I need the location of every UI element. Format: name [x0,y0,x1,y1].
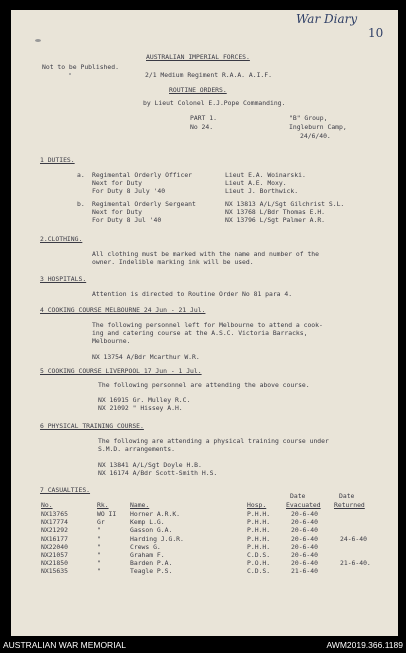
liverpool-course-heading: 5 COOKING COURSE LIVERPOOL 17 Jun - 1 Jul. [40,367,202,375]
cell-name: Barden P.A. [130,559,173,568]
cell-no: NX15635 [41,567,68,576]
cell-rk: " [97,542,101,551]
text-line: Melbourne. [92,337,131,345]
duty-name: Lieut E.A. Woinarski. [225,171,306,179]
cell-name: Harding J.G.R. [130,534,184,543]
cell-hosp: P.H.H. [247,510,271,518]
group-label: "B" Group, [289,114,328,122]
text-line: owner. Indelible marking ink will be used. [92,258,254,266]
part-label: PART 1. [190,114,217,122]
duty-name: NX 13796 L/Sgt Palmer A.R. [225,216,326,224]
routine-orders-heading: ROUTINE ORDERS. [169,86,227,94]
cell-name: Teagle P.S. [130,567,173,576]
cell-rk: " [97,534,101,543]
table-row [11,559,398,567]
war-diary-annotation: War Diary [296,12,358,26]
cell-no: NX16177 [41,534,68,543]
document-page [11,10,398,636]
commanding-line: by Lieut Colonel E.J.Pope Commanding. [143,99,286,107]
duties-b-label: b. [77,200,85,208]
table-row [11,551,398,559]
personnel-line: NX 16174 A/Bdr Scott-Smith H.S. [98,469,218,477]
liverpool-personnel [98,396,190,412]
cell-rk: WO II [97,510,117,518]
camp-label: Ingleburn Camp, [289,123,347,131]
personnel-line: NX 13754 A/Bdr Mcarthur W.R. [92,353,200,361]
table-row [11,518,398,526]
table-row [11,543,398,551]
document-title: AUSTRALIAN IMPERIAL FORCES. [146,53,250,61]
clothing-text [92,250,319,266]
melbourne-course-text [92,321,323,345]
cell-hosp: C.D.S. [247,567,271,576]
cell-ret: 21-6-40. [340,559,371,568]
clothing-heading: 2.CLOTHING. [40,235,83,243]
col-header-hosp: Hosp. [247,501,267,509]
duties-b-names [225,200,344,224]
duties-a-label: a. [77,171,85,179]
cell-name: Horner A.R.K. [130,510,181,518]
table-row [11,567,398,575]
personnel-line: NX 13841 A/L/Sgt Doyle H.B. [98,461,202,469]
cell-no: NX13765 [41,510,68,518]
col-header-date-evac: Date [290,492,306,500]
cell-evac: 20-6-40 [291,551,318,559]
footer-institution: AUSTRALIAN WAR MEMORIAL [3,640,126,650]
duty-role: For Duty 8 July '40 [92,187,166,195]
hospitals-heading-text: 3 HOSPITALS. [40,275,87,283]
table-row [11,510,398,518]
col-header-returned: Returned [334,501,365,509]
duty-role: Regimental Orderly Sergeant [92,200,196,208]
personnel-line: NX 21092 " Hissey A.H. [98,404,183,412]
not-published-note: Not to be Published. [42,63,119,71]
cell-rk: " [97,567,101,576]
text-line: All clothing must be marked with the name and number of the [92,250,320,258]
cell-name: Graham F. [130,551,165,559]
duty-role: Regimental Orderly Officer [92,171,193,179]
table-row [11,535,398,543]
col-header-date-ret: Date [339,492,355,500]
hospitals-text: Attention is directed to Routine Order No 81 para 4. [92,290,293,298]
cell-name: Gasson G.A. [130,526,173,535]
table-header-top [11,492,398,500]
physical-course-text [98,437,329,453]
personnel-line: NX 16915 Gr. Mulley R.C. [98,396,191,404]
liverpool-course-text: The following personnel are attending the above course. [98,381,310,389]
duty-name: Lieut A.E. Moxy. [225,179,287,187]
cell-no: NX21850 [41,559,68,568]
cell-evac: 20-6-40 [291,518,318,527]
duty-name: NX 13813 A/L/Sgt Gilchrist S.L. [225,200,345,208]
cell-rk: " [97,551,101,559]
duties-a-names [225,171,306,195]
duties-b-roles [92,200,196,224]
cell-evac: 20-6-40 [291,559,318,568]
cell-evac: 20-6-40 [291,534,318,543]
order-number: No 24. [190,123,214,131]
duty-role: Next for Duty [92,208,143,216]
hospitals-heading [40,275,86,283]
col-header-evacuated: Evacuated [286,501,321,509]
cell-evac: 21-6-40 [291,567,318,576]
cell-hosp: P.H.H. [247,518,271,527]
col-header-rk: Rk. [97,501,109,509]
order-date: 24/6/40. [300,132,331,140]
duty-role: Next for Duty [92,179,143,187]
duty-role: For Duty 8 Jul '40 [92,216,162,224]
cell-no: NX22040 [41,542,68,551]
cell-no: NX17774 [41,518,68,527]
cell-no: NX21057 [41,551,68,559]
physical-course-heading: 6 PHYSICAL TRAINING COURSE. [40,422,144,430]
cell-evac: 20-6-40 [291,510,318,518]
unit-name: 2/1 Medium Regiment R.A.A. A.I.F. [145,71,272,79]
table-header [11,501,398,509]
cell-rk: " [97,526,101,535]
duty-name: NX 13768 L/Bdr Thomas E.H. [225,208,326,216]
duty-name: Lieut J. Borthwick. [225,187,299,195]
cell-no: NX21292 [41,526,68,535]
text-line: S.M.D. arrangements. [98,445,175,453]
col-header-no: No. [41,501,53,509]
text-line: ing and catering course at the A.S.C. Victoria Barracks, [92,329,308,337]
cell-hosp: P.H.H. [247,526,271,535]
cell-ret: 24-6-40 [340,534,367,543]
text-line: The following are attending a physical training course under [98,437,329,445]
physical-personnel [98,461,217,477]
cell-hosp: P.O.H. [247,559,271,568]
scribble-mark [35,39,41,42]
table-row [11,526,398,534]
cell-evac: 20-6-40 [291,526,318,535]
cell-name: Kemp L.G. [130,518,165,527]
page-number-annotation: 10 [368,26,384,40]
col-header-name: Name. [130,501,150,509]
cell-hosp: C.D.S. [247,551,271,559]
cell-rk: Gr [97,518,105,527]
duties-heading: 1 DUTIES. [40,156,75,164]
duties-a-roles [92,171,192,195]
melbourne-course-heading: 4 COOKING COURSE MELBOURNE 24 Jun - 21 Jul. [40,306,206,314]
cell-hosp: P.H.H. [247,534,271,543]
dot-mark [69,73,71,75]
casualties-heading: 7 CASUALTIES. [40,486,91,494]
text-line: The following personnel left for Melbourne to attend a cook- [92,321,323,329]
cell-name: Crews G. [130,542,161,551]
footer-accession-number: AWM2019.366.1189 [326,640,403,650]
footer-bar [0,636,406,653]
cell-evac: 20-6-40 [291,542,318,551]
cell-hosp: P.H.H. [247,542,271,551]
cell-rk: " [97,559,101,568]
